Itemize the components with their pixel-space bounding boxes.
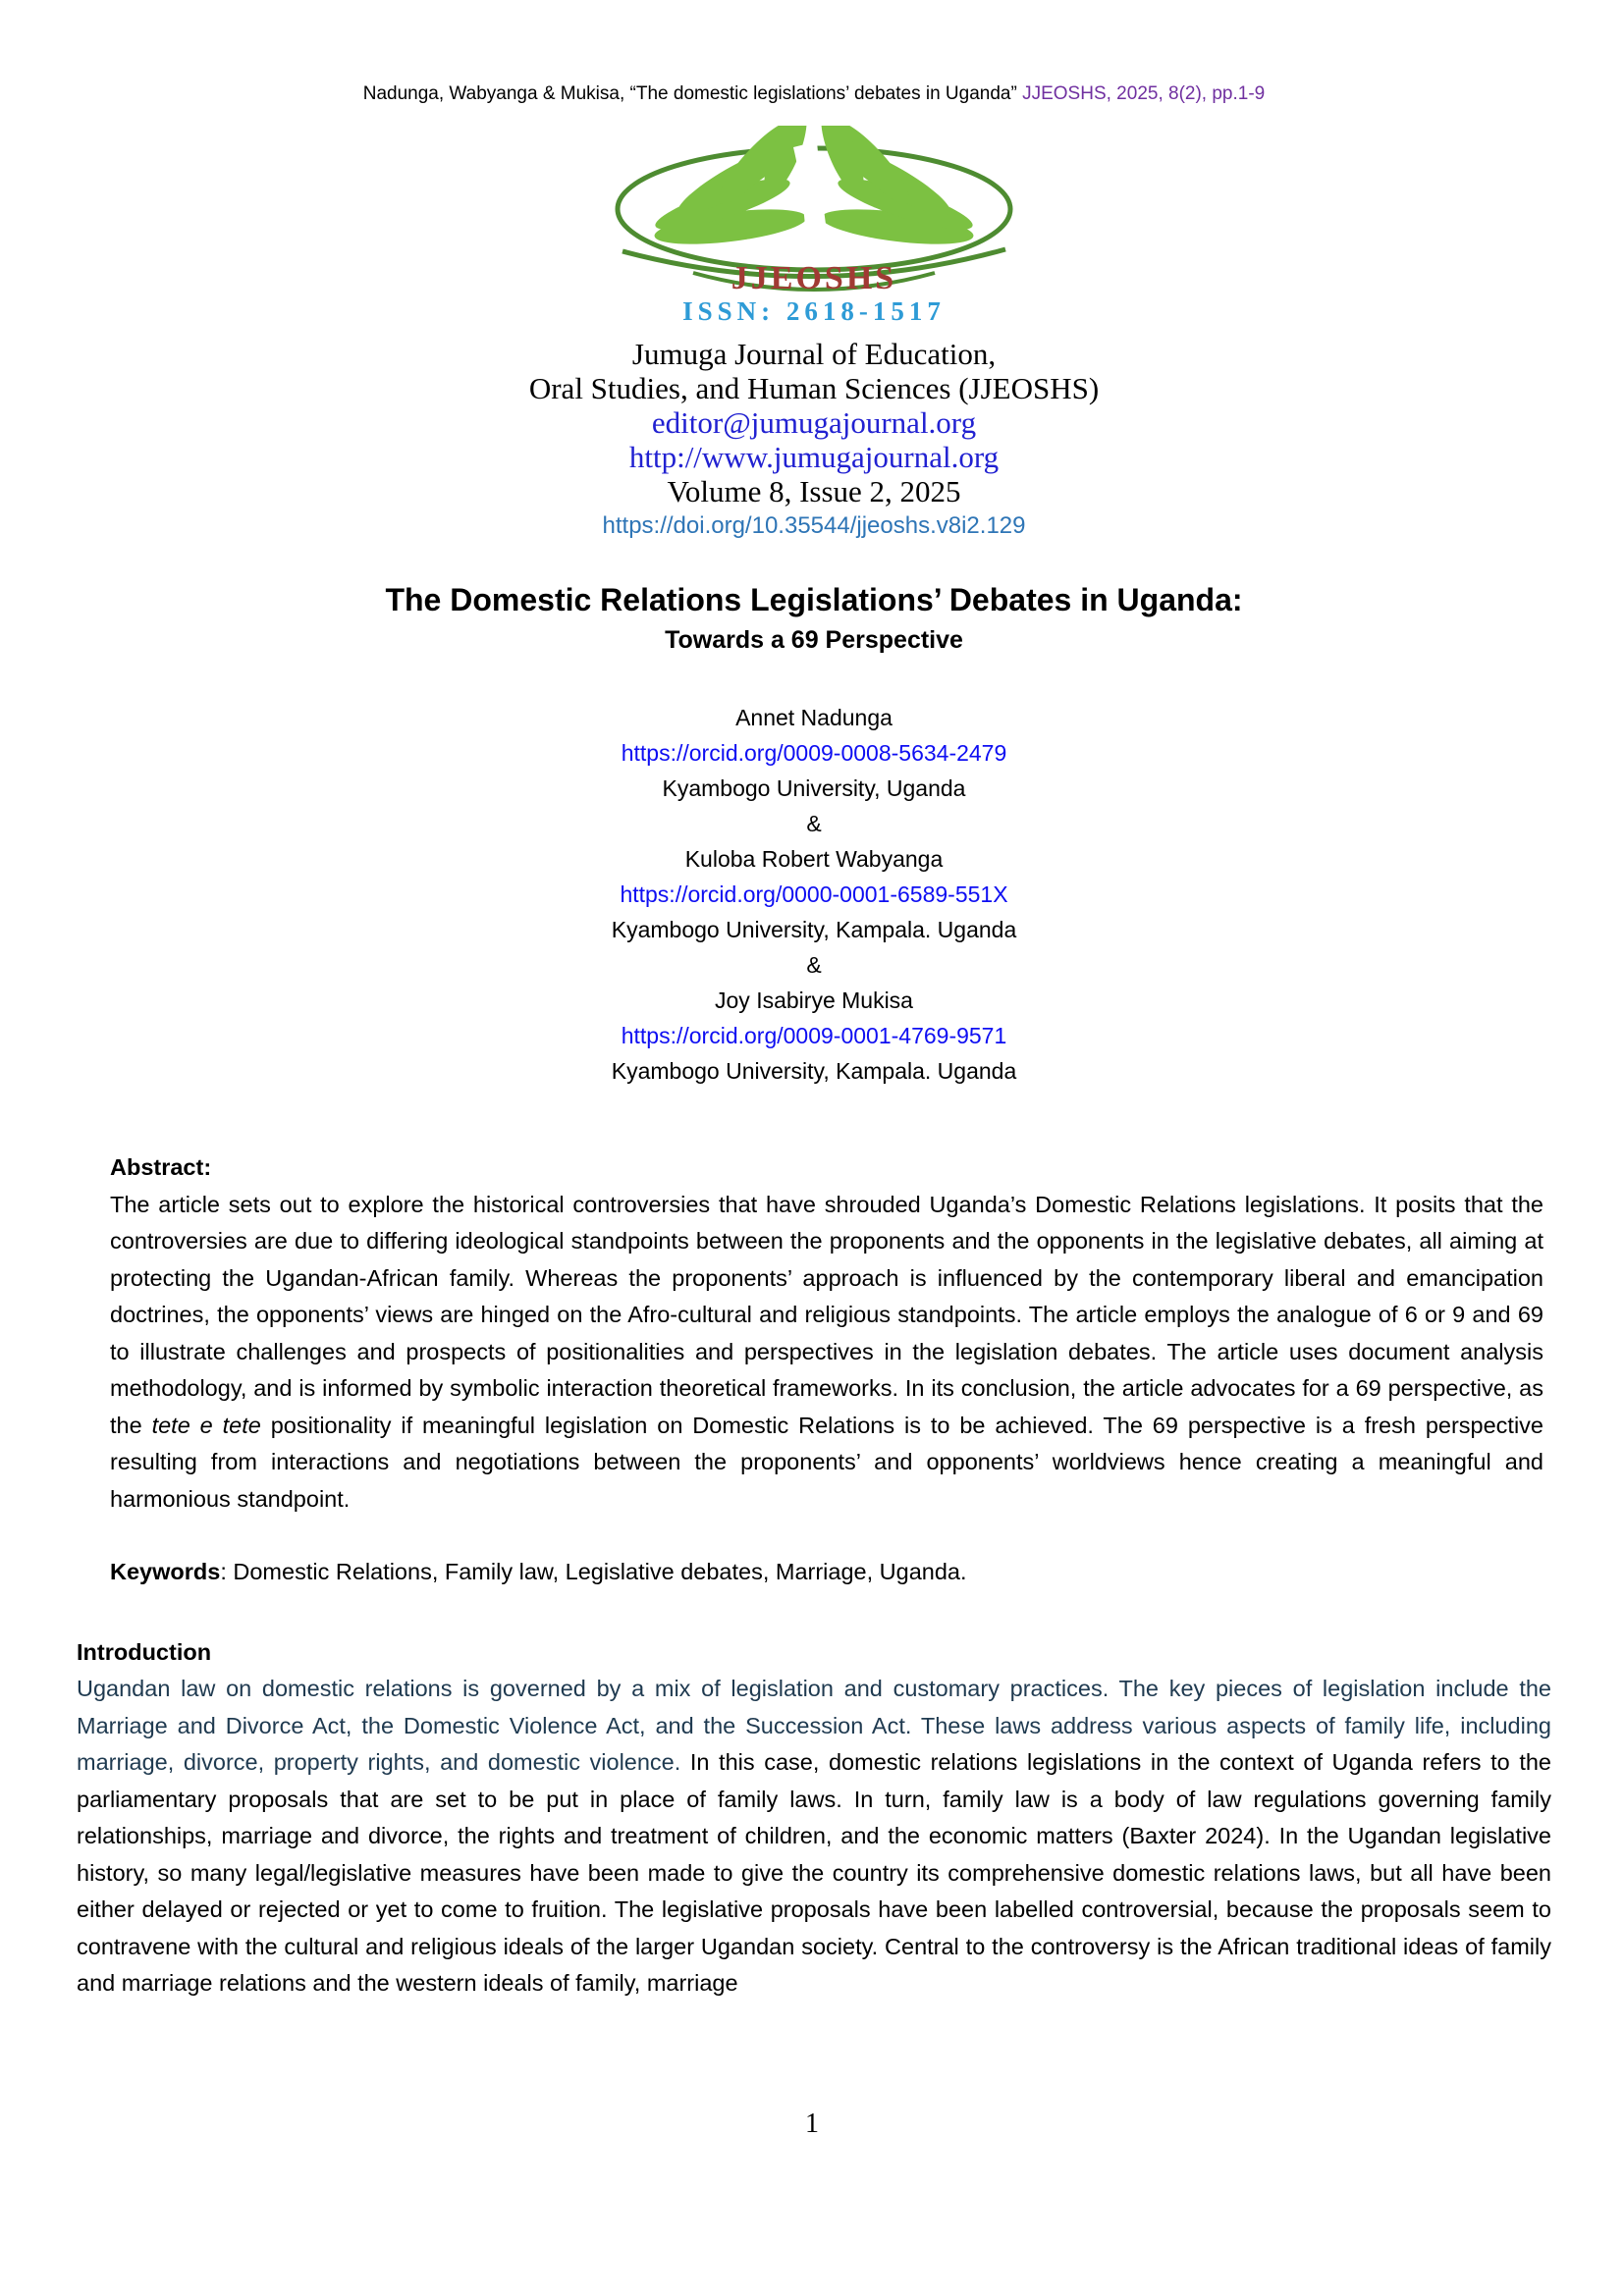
journal-logo-image <box>583 126 1045 326</box>
abstract-text: The article sets out to explore the historical controversies that have shrouded Uganda’s Domestic Relations legislations. It posits that the controversies are due to differing ideological standpoints between the proponents and the opponents in the legislative debates, all aiming at protecting the Ugandan-African family. Whereas the proponents’ approach is influenced by the contemporary liberal and emancipation doctrines, the opponents’ views are hinged on the Afro-cultural and religious standpoints. The article employs the analogue of 6 or 9 and 69 to illustrate challenges and prospects of positionalities and perspectives in the legislation debates. The article uses document analysis methodology, and is informed by symbolic interaction theoretical frameworks. In its conclusion, the article advocates for a 69 perspective, as the <box>110 1191 1543 1438</box>
abstract-italic-phrase: tete e tete <box>151 1412 261 1438</box>
volume-issue: Volume 8, Issue 2, 2025 <box>667 474 961 508</box>
running-head-journal-ref: JJEOSHS, 2025, 8(2), pp.1-9 <box>1022 83 1266 104</box>
introduction-section <box>77 1634 1551 2002</box>
author-group <box>77 841 1551 947</box>
journal-logo <box>77 126 1551 331</box>
author-group <box>77 700 1551 806</box>
authors-block <box>77 700 1551 1089</box>
introduction-paragraph <box>77 1671 1551 2002</box>
author-group <box>77 983 1551 1089</box>
author-name: Joy Isabirye Mukisa <box>715 988 913 1013</box>
author-separator: & <box>806 952 822 978</box>
masthead <box>77 337 1551 543</box>
journal-website-link[interactable]: http://www.jumugajournal.org <box>628 440 1000 474</box>
author-separator: & <box>806 811 822 836</box>
article-title: The Domestic Relations Legislations’ Debates in Uganda: <box>385 582 1243 617</box>
introduction-heading: Introduction <box>77 1638 212 1665</box>
journal-name-line1: Jumuga Journal of Education, <box>631 337 997 371</box>
logo-acronym-text: JJEOSHS <box>731 260 897 296</box>
author-orcid-link[interactable]: https://orcid.org/0000-0001-6589-551X <box>620 881 1008 907</box>
introduction-body-text: In this case, domestic relations legislations in the context of Uganda refers to the parliamentary proposals that are set to be put in place of family laws. In turn, family law is a body of law regulations governing family relationships, marriage and divorce, the rights and treatment of children, and the economic matters (Baxter 2024). In the Ugandan legislative history, so many legal/legislative measures have been made to give the country its comprehensive domestic relations laws, but all have been either delayed or rejected or yet to come to fruition. The legislative proposals have been labelled controversial, because the proposals seem to contravene with the cultural and religious ideals of the larger Ugandan society. Central to the controversy is the African traditional ideas of family and marriage relations and the western ideals of family, marriage <box>77 1749 1551 1996</box>
abstract-heading: Abstract: <box>110 1154 212 1180</box>
page-number: 1 <box>805 2109 819 2139</box>
author-orcid-link[interactable]: https://orcid.org/0009-0001-4769-9571 <box>621 1023 1007 1048</box>
keywords-line <box>110 1554 1543 1591</box>
abstract-section <box>110 1149 1543 1591</box>
doi-link[interactable]: https://doi.org/10.35544/jjeoshs.v8i2.129 <box>602 512 1026 539</box>
author-affiliation: Kyambogo University, Kampala. Uganda <box>611 1058 1017 1084</box>
keywords-label: Keywords <box>110 1559 221 1584</box>
introduction-colored-text: Ugandan law on domestic relations is governed by a mix of legislation and customary practices. The key pieces of legislation include the Marriage and Divorce Act, the Domestic Violence Act, and the Succession Act. These laws address various aspects of family life, including marriage, divorce, property rights, and domestic violence. <box>77 1676 1551 1775</box>
running-head-citation: Nadunga, Wabyanga & Mukisa, “The domestic legislations’ debates in Uganda” <box>362 83 1023 104</box>
article-subtitle: Towards a 69 Perspective <box>665 626 963 654</box>
author-name: Kuloba Robert Wabyanga <box>684 846 944 872</box>
abstract-text: positionality if meaningful legislation on Domestic Relations is to be achieved. The 69 perspective is a fresh perspective resulting from interactions and negotiations between the proponents’ and opponents’ worldviews hence creating a meaningful and harmonious standpoint. <box>110 1412 1543 1512</box>
author-name: Annet Nadunga <box>735 705 893 730</box>
author-orcid-link[interactable]: https://orcid.org/0009-0008-5634-2479 <box>621 740 1007 766</box>
editor-email-link[interactable]: editor@jumugajournal.org <box>651 405 977 440</box>
journal-name-line2: Oral Studies, and Human Sciences (JJEOSHS) <box>528 371 1100 405</box>
running-head <box>77 82 1551 106</box>
keywords-list: : Domestic Relations, Family law, Legislative debates, Marriage, Uganda. <box>220 1559 967 1584</box>
logo-issn-text: ISSN: 2618-1517 <box>682 296 946 326</box>
logo-trunk <box>793 141 831 253</box>
author-affiliation: Kyambogo University, Uganda <box>662 775 966 801</box>
abstract-paragraph <box>110 1187 1543 1519</box>
author-affiliation: Kyambogo University, Kampala. Uganda <box>611 917 1017 942</box>
